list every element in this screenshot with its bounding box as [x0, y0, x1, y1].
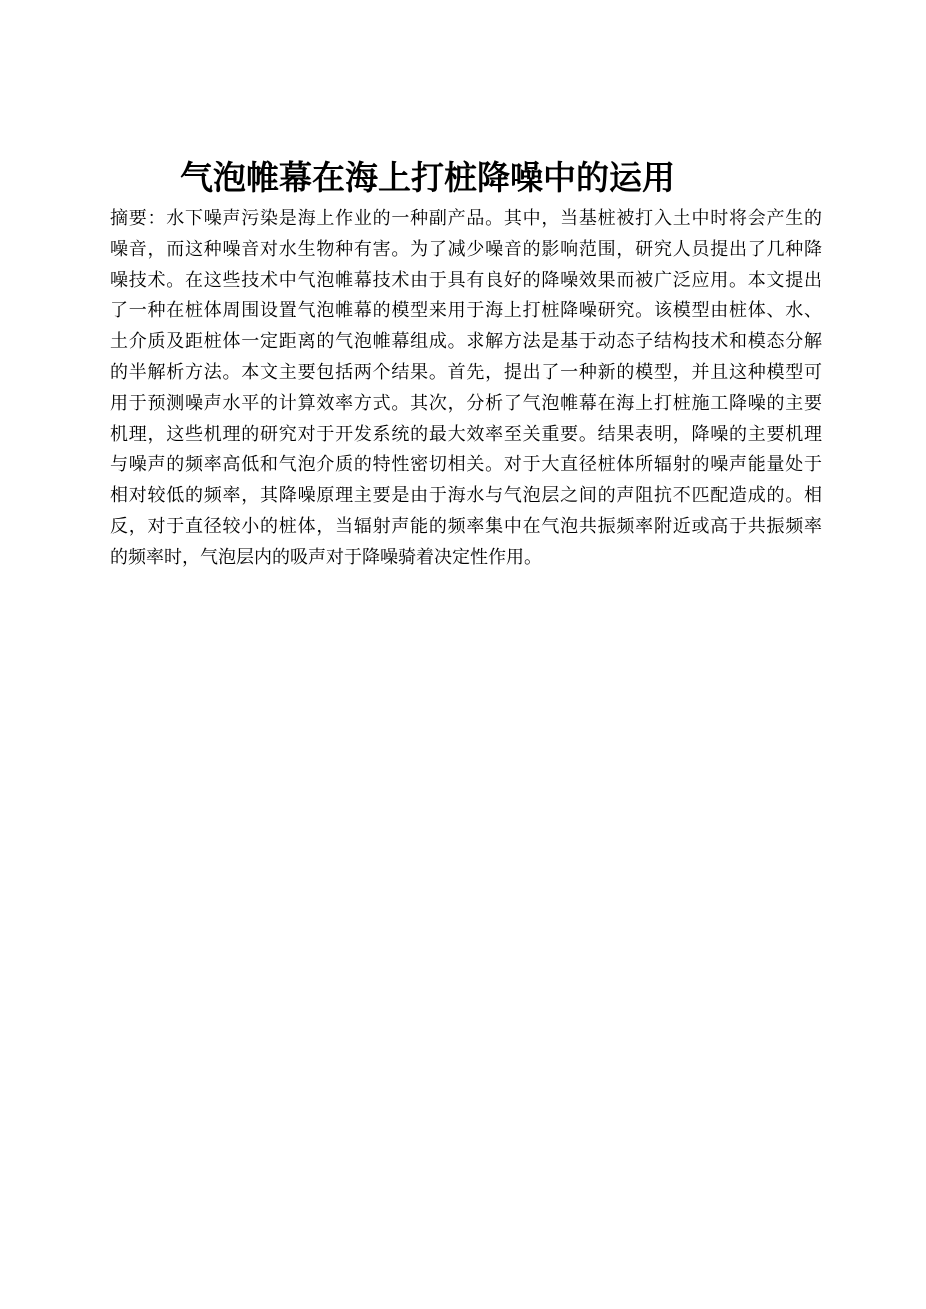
abstract-line: 机理，这些机理的研究对于开发系统的最大效率至关重要。结果表明，降噪的主要机理 — [110, 423, 822, 445]
abstract-line: 的频率时，气泡层内的吸声对于降噪骑着决定性作用。 — [110, 546, 542, 568]
abstract-line: 与噪声的频率高低和气泡介质的特性密切相关。对于大直径桩体所辐射的噪声能量处于 — [110, 454, 822, 476]
abstract-line: 用于预测噪声水平的计算效率方式。其次，分析了气泡帷幕在海上打桩施工降噪的主要 — [110, 392, 822, 414]
document-title: 气泡帷幕在海上打桩降噪中的运用 — [180, 158, 675, 197]
abstract-line: 的半解析方法。本文主要包括两个结果。首先，提出了一种新的模型，并且这种模型可 — [110, 361, 822, 383]
abstract-line: 了一种在桩体周围设置气泡帷幕的模型来用于海上打桩降噪研究。该模型由桩体、水、 — [110, 300, 822, 322]
abstract-paragraph — [110, 204, 822, 574]
abstract-line: 噪技术。在这些技术中气泡帷幕技术由于具有良好的降噪效果而被广泛应用。本文提出 — [110, 269, 822, 291]
abstract-line: 摘要：水下噪声污染是海上作业的一种副产品。其中，当基桩被打入土中时将会产生的 — [110, 208, 822, 229]
abstract-line: 土介质及距桩体一定距离的气泡帷幕组成。求解方法是基于动态子结构技术和模态分解 — [110, 331, 822, 353]
abstract-line: 相对较低的频率，其降噪原理主要是由于海水与气泡层之间的声阻抗不匹配造成的。相 — [110, 485, 822, 507]
abstract-line: 噪音，而这种噪音对水生物种有害。为了减少噪音的影响范围，研究人员提出了几种降 — [110, 238, 822, 260]
abstract-line: 反，对于直径较小的桩体，当辐射声能的频率集中在气泡共振频率附近或高于共振频率 — [110, 515, 822, 537]
